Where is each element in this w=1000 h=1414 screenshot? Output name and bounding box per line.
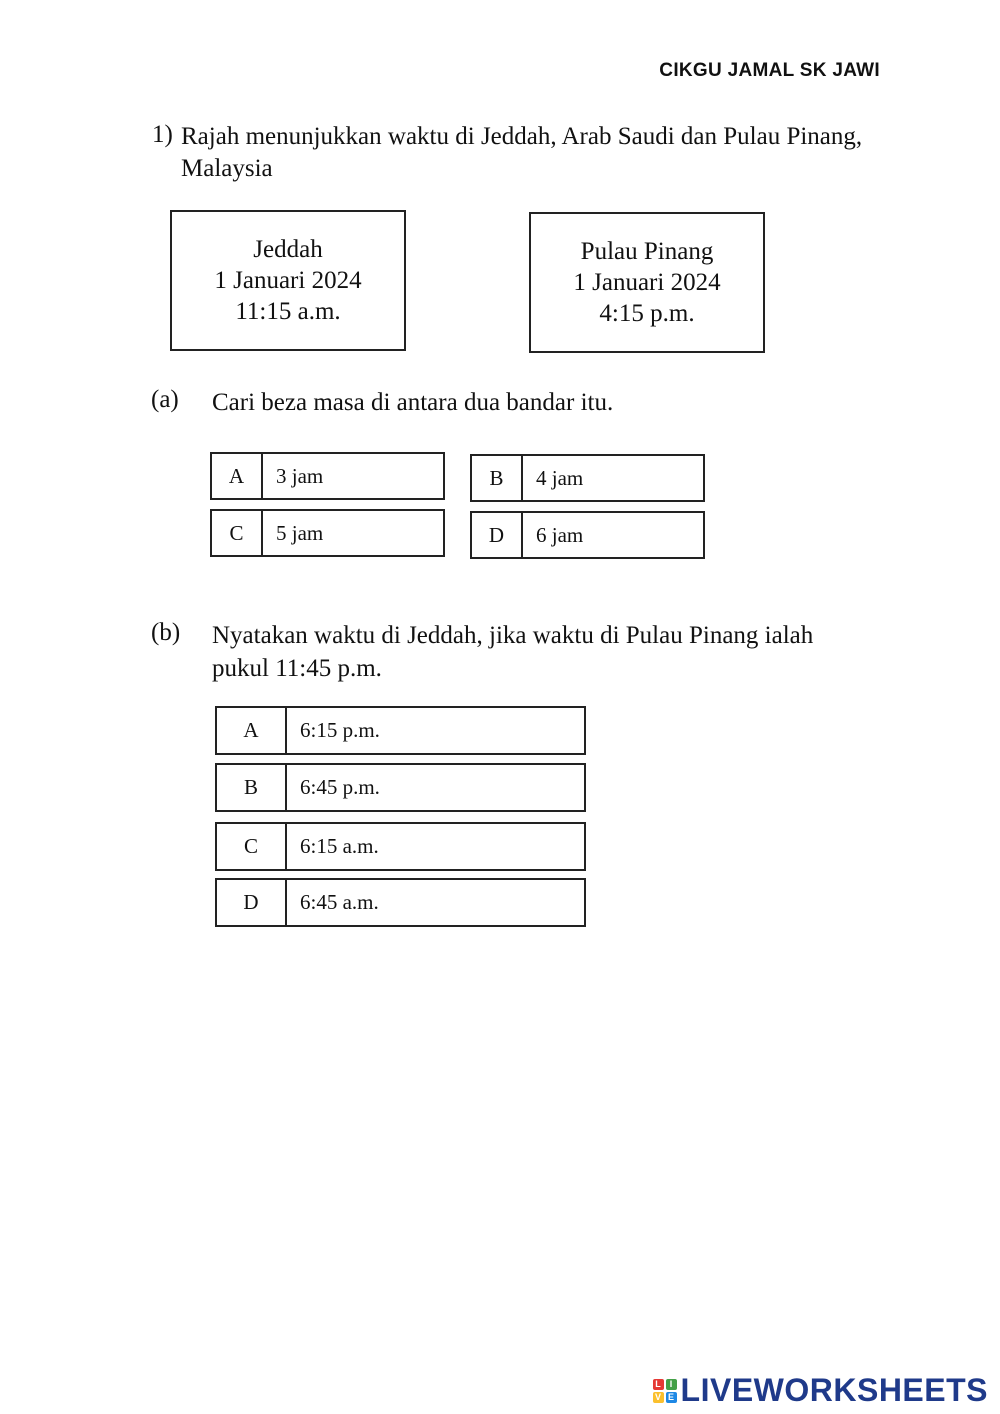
part-b-text: Nyatakan waktu di Jeddah, jika waktu di Pulau Pinang ialah pukul 11:45 p.m. — [212, 622, 814, 682]
logo-letter: V — [653, 1392, 664, 1403]
part-a-option-a[interactable] — [210, 452, 445, 500]
part-a-option-d[interactable] — [470, 511, 705, 559]
option-value: 6:15 p.m. — [300, 718, 380, 742]
city-date: 1 Januari 2024 — [573, 269, 721, 296]
question-text: Rajah menunjukkan waktu di Jeddah, Arab Saudi dan Pulau Pinang, Malaysia — [181, 123, 863, 182]
city-name: Pulau Pinang — [580, 238, 714, 265]
logo-text: LIVEWORKSHEETS — [680, 1372, 988, 1408]
option-value: 6:45 a.m. — [300, 890, 379, 914]
option-letter: B — [472, 456, 523, 500]
city-time: 11:15 a.m. — [235, 298, 341, 325]
part-a-label: (a) — [151, 386, 179, 413]
option-letter: C — [217, 824, 287, 869]
option-letter: D — [217, 880, 287, 925]
part-a-option-b[interactable] — [470, 454, 705, 502]
city-date: 1 Januari 2024 — [214, 267, 362, 294]
author-label: CIKGU JAMAL SK JAWI — [659, 60, 880, 81]
option-letter: C — [212, 511, 263, 555]
liveworksheets-logo — [653, 1372, 988, 1409]
option-letter: D — [472, 513, 523, 557]
option-value: 6:45 p.m. — [300, 775, 380, 799]
city-box-jeddah — [170, 210, 406, 351]
part-b-label: (b) — [151, 619, 181, 646]
part-a-option-c[interactable] — [210, 509, 445, 557]
option-letter: A — [212, 454, 263, 498]
part-a-text: Cari beza masa di antara dua bandar itu. — [212, 389, 614, 416]
option-letter: A — [217, 708, 287, 753]
option-value: 6:15 a.m. — [300, 834, 379, 858]
logo-mark-icon — [653, 1379, 677, 1403]
question-number: 1) — [152, 121, 173, 148]
part-b-option-c[interactable] — [215, 822, 586, 871]
option-value: 4 jam — [536, 465, 584, 490]
part-b-option-d[interactable] — [215, 878, 586, 927]
option-value: 6 jam — [536, 522, 584, 547]
part-b-option-b[interactable] — [215, 763, 586, 812]
option-value: 3 jam — [276, 463, 324, 488]
logo-letter: I — [666, 1379, 677, 1390]
city-box-pulau-pinang — [529, 212, 765, 353]
logo-letter: E — [666, 1392, 677, 1403]
city-name: Jeddah — [253, 236, 323, 263]
option-value: 5 jam — [276, 520, 324, 545]
option-letter: B — [217, 765, 287, 810]
city-time: 4:15 p.m. — [599, 300, 695, 327]
logo-letter: L — [653, 1379, 664, 1390]
part-b-option-a[interactable] — [215, 706, 586, 755]
